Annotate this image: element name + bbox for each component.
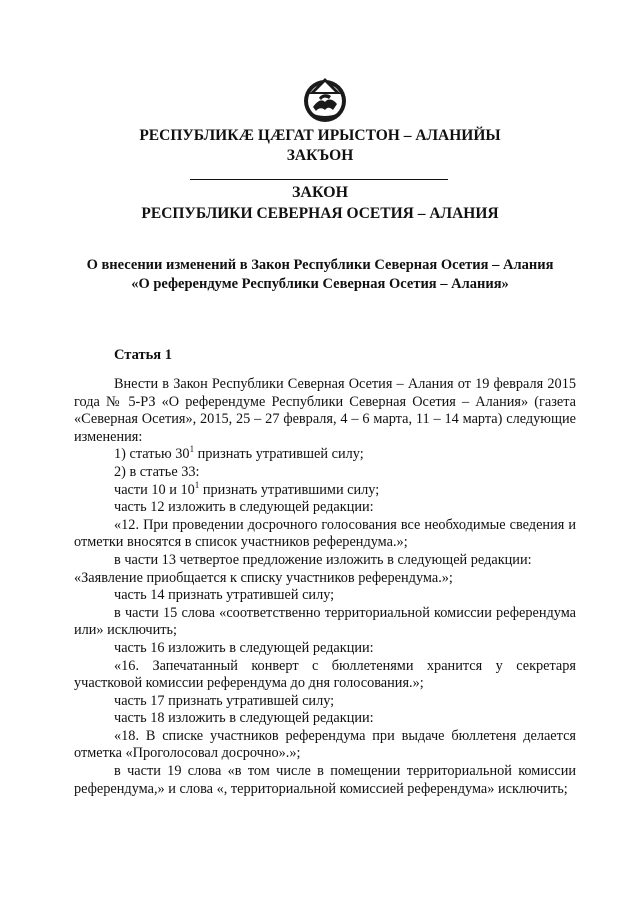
document-title-line-1: О внесении изменений в Закон Республики Северная Осетия – Алания xyxy=(86,257,554,273)
header-divider xyxy=(190,179,448,180)
coat-of-arms-emblem-icon xyxy=(300,74,350,124)
item-2: 2) в статье 33: xyxy=(114,463,200,480)
russian-law-title: ЗАКОН xyxy=(291,184,349,201)
article-heading: Статья 1 xyxy=(114,347,172,363)
part-16-clause: часть 16 изложить в следующей редакции: xyxy=(114,639,374,656)
item-1: 1) статью $30^1$ признать утратившей силу; xyxy=(114,444,364,463)
document-title-line-2: «О референдуме Республики Северная Осетия – Алания» xyxy=(131,276,509,292)
part-18-quote: «18. В списке участников референдума при выдаче бюллетеня делается отметка «Проголосовал досрочно».»; xyxy=(74,727,576,762)
parts-10-clause: части 10 и $10^1$ признать утратившими силу; xyxy=(114,479,380,498)
ossetian-law-title: ЗАКЪОН xyxy=(286,147,354,164)
article-body xyxy=(74,376,576,798)
part-19-clause: в части 19 слова «в том числе в помещении территориальной комиссии референдума,» и слова «, территориальной комиссией референдума» исключить; xyxy=(74,763,576,797)
part-14-clause: часть 14 признать утратившей силу; xyxy=(114,587,335,604)
part-12-clause: часть 12 изложить в следующей редакции: xyxy=(114,499,374,516)
part-13-clause: в части 13 четвертое предложение изложить в следующей редакции: xyxy=(114,551,532,568)
part-13-quote: «Заявление приобщается к списку участников референдума.»; xyxy=(74,569,453,586)
russian-republic-title: РЕСПУБЛИКИ СЕВЕРНАЯ ОСЕТИЯ – АЛАНИЯ xyxy=(141,205,499,222)
part-12-quote: «12. При проведении досрочного голосования все необходимые сведения и отметки вносятся в список участников референдума.»; xyxy=(74,516,576,551)
part-18-clause: часть 18 изложить в следующей редакции: xyxy=(114,710,374,727)
intro-paragraph: Внести в Закон Республики Северная Осетия – Алания от 19 февраля 2015 года № 5-РЗ «О референдуме Республики Северная Осетия – Алания» (газета «Северная Осетия», 2015, 25 – 27 февраля, 4 – 6 марта, 11 – 14 марта) следующие изменения: xyxy=(74,376,576,445)
part-17-clause: часть 17 признать утратившей силу; xyxy=(114,692,335,709)
part-16-quote: «16. Запечатанный конверт с бюллетенями хранится у секретаря участковой комиссии референдума до дня голосования.»; xyxy=(74,657,576,692)
part-15-clause: в части 15 слова «соответственно территориальной комиссии референдума или» исключить; xyxy=(74,604,576,639)
ossetian-republic-title: РЕСПУБЛИКӔ ЦӔГАТ ИРЫСТОН – АЛАНИЙЫ xyxy=(139,127,501,144)
